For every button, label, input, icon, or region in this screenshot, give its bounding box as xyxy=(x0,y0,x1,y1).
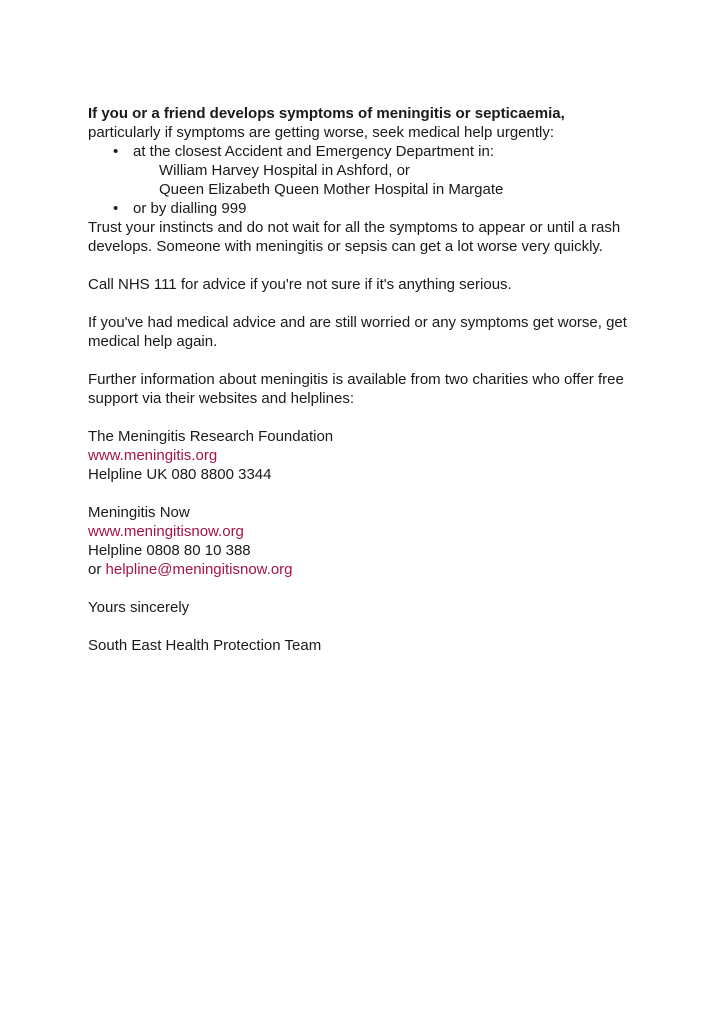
intro-rest-text: particularly if symptoms are getting worse, seek medical help urgently: xyxy=(88,124,555,141)
signature-team-name: South East Health Protection Team xyxy=(88,637,322,654)
further-info-paragraph: Further information about meningitis is available from two charities who offer free support via their websites and helplines: xyxy=(88,371,624,407)
helpline-email-link[interactable]: helpline@meningitisnow.org xyxy=(105,561,293,578)
letter-content xyxy=(88,104,628,655)
email-prefix-text: or xyxy=(88,561,106,578)
bullet-icon: • xyxy=(113,200,119,217)
charity-mn-website-line xyxy=(88,522,628,541)
bullet-ae-text: at the closest Accident and Emergency Department in: xyxy=(133,143,495,160)
hospital-line-william-harvey: William Harvey Hospital in Ashford, or xyxy=(159,162,410,179)
intro-bold-text: If you or a friend develops symptoms of meningitis or septicaemia, xyxy=(88,105,565,122)
still-worried-paragraph: If you've had medical advice and are still worried or any symptoms get worse, get medical help again. xyxy=(88,314,627,350)
charity-block-meningitis-now xyxy=(88,503,628,579)
charity-block-mrf xyxy=(88,427,628,484)
bullet-item-ae-department xyxy=(88,142,628,161)
intro-paragraph xyxy=(88,104,628,142)
signoff-text: Yours sincerely xyxy=(88,599,190,616)
charity-mn-helpline: Helpline 0808 80 10 388 xyxy=(88,542,251,559)
charity-mrf-helpline: Helpline UK 080 8800 3344 xyxy=(88,466,272,483)
charity-mrf-name: The Meningitis Research Foundation xyxy=(88,428,334,445)
hospital-line-queen-elizabeth: Queen Elizabeth Queen Mother Hospital in Margate xyxy=(159,181,504,198)
bullet-999-text: or by dialling 999 xyxy=(133,200,247,217)
bullet-item-dial-999 xyxy=(88,199,628,218)
meningitisnow-org-link[interactable]: www.meningitisnow.org xyxy=(88,523,244,540)
charity-mn-name: Meningitis Now xyxy=(88,504,190,521)
call-nhs-paragraph: Call NHS 111 for advice if you're not sure if it's anything serious. xyxy=(88,276,512,293)
meningitis-org-link[interactable]: www.meningitis.org xyxy=(88,447,218,464)
trust-instincts-paragraph: Trust your instincts and do not wait for all the symptoms to appear or until a rash develops. Someone with meningitis or sepsis can get a lot worse very quickly. xyxy=(88,219,621,255)
charity-mn-email-line xyxy=(88,560,628,579)
charity-mrf-website-line xyxy=(88,446,628,465)
bullet-icon: • xyxy=(113,143,119,160)
